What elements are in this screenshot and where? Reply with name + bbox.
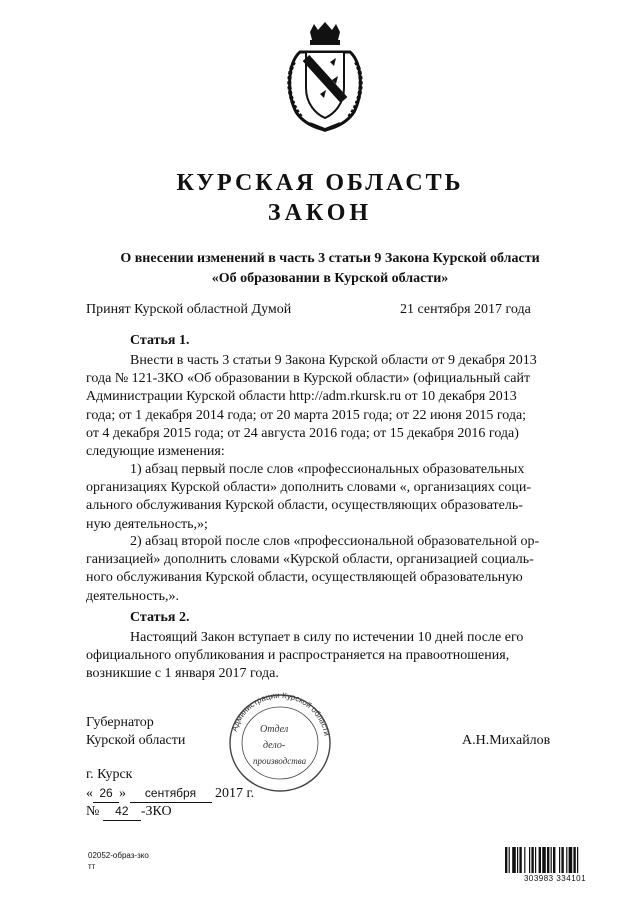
- barcode-bar: [547, 847, 549, 873]
- article-1-item-1-line: ную деятельность,»;: [86, 516, 208, 532]
- barcode-number: 303983 334101: [523, 874, 587, 883]
- city: г. Курск: [86, 767, 133, 782]
- barcode-bar: [542, 847, 546, 873]
- article-1-title: Статья 1.: [130, 333, 190, 348]
- barcode-bar: [553, 847, 555, 873]
- article-1-item-2-line: ганизацией» дополнить словами «Курской области, организацией социаль-: [86, 552, 534, 568]
- adopted-by: Принят Курской областной Думой: [86, 302, 292, 317]
- law-subtitle: [80, 249, 580, 289]
- article-1-item-1-line: 1) абзац первый после слов «профессиональных образовательных: [130, 462, 525, 477]
- article-1-intro-line: от 4 декабря 2015 года; от 24 августа 2016 года; от 15 декабря 2016 года): [86, 425, 519, 441]
- barcode-bar: [505, 847, 507, 873]
- barcode-bar: [519, 847, 521, 873]
- barcode-bar: [577, 847, 578, 873]
- article-2-title: Статья 2.: [130, 610, 190, 625]
- article-1-item-2: [86, 533, 566, 606]
- article-1-intro: [86, 352, 566, 461]
- governor-position-line-2: Курской области: [86, 733, 186, 748]
- date-quote-close: »: [119, 786, 126, 801]
- number-suffix: -ЗКО: [140, 804, 172, 819]
- barcode-bar: [569, 847, 573, 873]
- governor-position: [86, 714, 185, 750]
- barcode: [505, 847, 605, 873]
- footer-code: 02052-образ-зко: [88, 851, 149, 860]
- article-2-line: возникшие с 1 января 2017 года.: [86, 666, 279, 682]
- article-1-intro-line: Администрации Курской области http://adm.rkursk.ru от 10 декабря 2013: [86, 389, 517, 405]
- stamp-line-3: производства: [253, 756, 307, 766]
- signing-date: [86, 784, 254, 803]
- subtitle-line-2: «Об образовании в Курской области»: [211, 271, 449, 286]
- stamp-line-2: дело-: [263, 740, 286, 751]
- barcode-bar: [573, 847, 575, 873]
- article-1-intro-line: года № 121-ЗКО «Об образовании в Курской области» (официальный сайт: [86, 371, 531, 387]
- region-heading: КУРСКАЯ ОБЛАСТЬ: [176, 170, 464, 196]
- governor-name: А.Н.Михайлов: [462, 733, 551, 748]
- barcode-bar: [529, 847, 530, 873]
- article-2-line: официального опубликования и распространяется на правоотношения,: [86, 648, 510, 664]
- date-quote-open: «: [86, 786, 93, 801]
- barcode-bar: [551, 847, 552, 873]
- stamp-ring-text: Администрации Курской области: [229, 690, 332, 737]
- barcode-bar: [535, 847, 536, 873]
- article-1-item-1: [86, 461, 566, 534]
- coat-of-arms-emblem: [282, 22, 368, 132]
- barcode-bar: [559, 847, 560, 873]
- article-2-line: Настоящий Закон вступает в силу по истечении 10 дней после его: [130, 630, 524, 645]
- article-1-intro-line: следующие изменения:: [86, 444, 225, 460]
- subtitle-line-1: О внесении изменений в часть 3 статьи 9 Закона Курской области: [120, 251, 540, 266]
- article-1-item-1-line: ального обслуживания Курской области, осуществляющих образователь-: [86, 498, 523, 514]
- barcode-bar: [531, 847, 533, 873]
- barcode-bar: [539, 847, 541, 873]
- number-prefix: №: [86, 804, 100, 819]
- article-1-item-2-line: деятельность,».: [86, 588, 180, 604]
- footer-initials: тт: [88, 862, 96, 871]
- barcode-bar: [512, 847, 516, 873]
- date-month: сентября: [130, 784, 212, 803]
- barcode-bar: [509, 847, 510, 873]
- stamp-line-1: Отдел: [260, 724, 289, 735]
- article-1-item-1-line: организациях Курской области» дополнить словами «, организациях соци-: [86, 480, 532, 496]
- office-stamp: [215, 688, 345, 798]
- number-value: 42: [103, 802, 141, 821]
- barcode-bar: [524, 847, 525, 873]
- governor-position-line-1: Губернатор: [86, 715, 154, 730]
- article-2-text: [86, 629, 566, 684]
- adoption-date: 21 сентября 2017 года: [400, 302, 531, 317]
- barcode-bar: [517, 847, 518, 873]
- document-type-heading: ЗАКОН: [267, 200, 373, 226]
- barcode-bar: [566, 847, 567, 873]
- article-1-intro-line: Внести в часть 3 статьи 9 Закона Курской области от 9 декабря 2013: [130, 353, 537, 368]
- article-1-intro-line: года; от 1 декабря 2014 года; от 20 марта 2015 года; от 22 июня 2015 года;: [86, 407, 527, 423]
- article-1-item-2-line: 2) абзац второй после слов «профессиональной образовательной ор-: [130, 534, 540, 549]
- article-1-item-2-line: ного обслуживания Курской области, осуществляющей образовательную: [86, 570, 523, 586]
- date-day: 26: [93, 784, 119, 803]
- law-number: [86, 802, 172, 821]
- barcode-bar: [561, 847, 563, 873]
- date-year: 2017 г.: [215, 786, 255, 801]
